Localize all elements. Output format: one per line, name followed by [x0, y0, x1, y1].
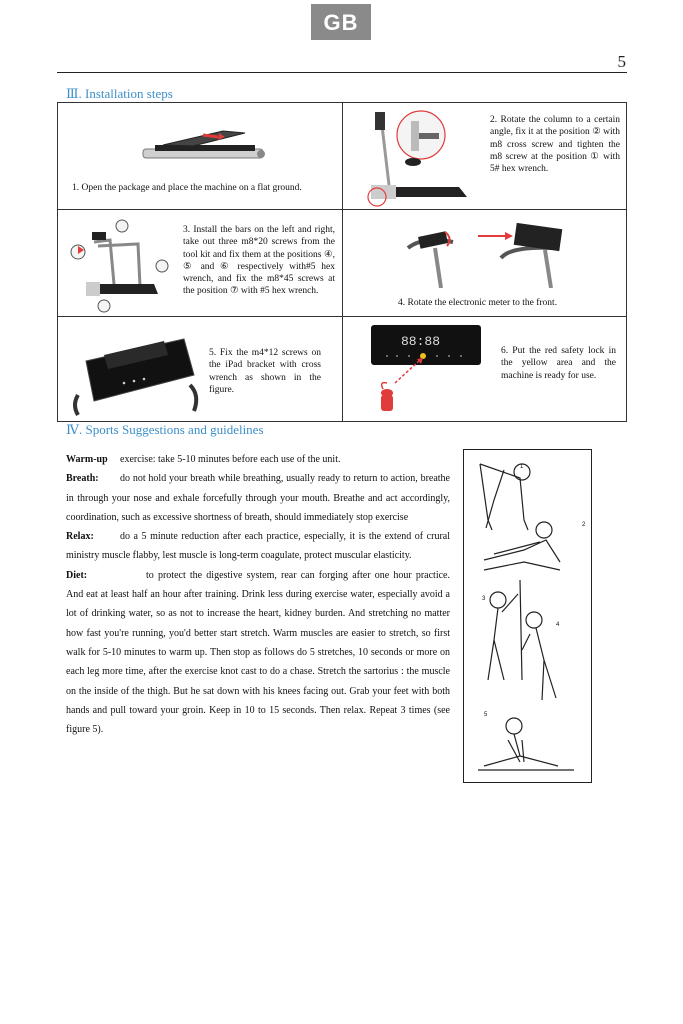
- step-1-cell: [58, 103, 343, 210]
- stretching-figure: [463, 449, 592, 783]
- step-5-text: 5. Fix the m4*12 screws on the iPad bracket with cross wrench as shown in the figure.: [209, 348, 321, 395]
- figure-number-3: 3: [482, 596, 486, 602]
- section-title-sports: Ⅳ. Sports Suggestions and guidelines: [66, 422, 264, 437]
- step-4-text: 4. Rotate the electronic meter to the front.: [398, 298, 558, 308]
- figure-number-1: 1: [520, 464, 524, 470]
- figure-number-5: 5: [484, 712, 488, 718]
- step-2-text: 2. Rotate the column to a certain angle, fix it at the position ② with m8 cross screw and tighten the m8 screw at the position ① with 5# hex wrench.: [490, 115, 620, 175]
- warmup-text: exercise: take 5-10 minutes before each use of the unit.: [120, 454, 341, 465]
- warmup-paragraph: [66, 450, 450, 469]
- treadmill-folded-illustration: [133, 123, 273, 168]
- step-1-text: 1. Open the package and place the machine on a flat ground.: [72, 183, 302, 193]
- safety-lock-illustration: [367, 321, 492, 421]
- ipad-bracket-illustration: [64, 325, 204, 417]
- diet-text: to protect the digestive system, rear can forging after one hour practice. And eat at least half an hour after training. Drink less during exercise water, especially avoid a lot of drinking water, so as not to increase the heart, kidney burden. And stretching no matter how fast you're running, you'd better start stretch. Warm muscles are easier to stretch, so first walk for 5-10 minutes to warm up. Then stop as follows do 5 stretches, 10 seconds or more on each leg more time, after the exercise knot cast to do a chase. Stretch the sartorius : the muscle on the inside of the thigh. But he sat down with his knees facing out. Grab your feet with both hands and pull toward your groin. Keep in 10 to 15 seconds. Then relax. Repeat 3 times (see figure 5).: [66, 569, 450, 736]
- relax-text: do a 5 minute reduction after each practice, especially, it is the extend of crural ministry muscle flabby, lest muscle is long-term coagulate, protect muscular elasticity.: [66, 531, 450, 562]
- section-title-installation: Ⅲ. Installation steps: [66, 86, 173, 101]
- breath-text: do not hold your breath while breathing, usually ready to return to action, breathe in through your nose and exhale forcefully through your mouth. Breathe and act accordingly, coordination, such as excessive shortness of breath, should immediately stop exercise: [66, 473, 450, 523]
- step-6-cell: [343, 317, 627, 422]
- figure-number-2: 2: [582, 522, 586, 528]
- stretching-poses-illustration: [464, 450, 590, 781]
- breath-paragraph: [66, 469, 450, 527]
- figure-number-4: 4: [556, 622, 560, 628]
- language-badge: GB: [311, 4, 371, 40]
- breath-label: Breath:: [66, 473, 99, 485]
- page-number: 5: [617, 52, 626, 71]
- diet-label: Diet:: [66, 569, 88, 581]
- diet-paragraph: [66, 566, 450, 740]
- step-4-cell: [343, 210, 627, 317]
- step-3-text: 3. Install the bars on the left and right, take out three m8*20 screws from the tool kit and fix them at the positions ④, ⑤ and ⑥ respectively with#5 hex wrench, and fix the m8*45 screws at the position ⑦ with #5 hex wrench.: [183, 225, 335, 297]
- column-rotation-illustration: [349, 107, 491, 207]
- electronic-meter-illustration: [393, 218, 593, 288]
- installation-steps-grid: [57, 102, 627, 422]
- relax-label: Relax:: [66, 531, 94, 543]
- display-digits: 88:88: [401, 334, 441, 349]
- step-3-cell: [58, 210, 343, 317]
- warmup-label: Warm-up: [66, 454, 108, 465]
- step-2-cell: [343, 103, 627, 210]
- header-divider: [57, 72, 627, 73]
- step-5-cell: [58, 317, 343, 422]
- step-6-text: 6. Put the red safety lock in the yellow area and the machine is ready for use.: [501, 346, 616, 381]
- relax-paragraph: [66, 527, 450, 566]
- guidelines-text: [66, 450, 450, 739]
- side-bars-illustration: [64, 214, 179, 314]
